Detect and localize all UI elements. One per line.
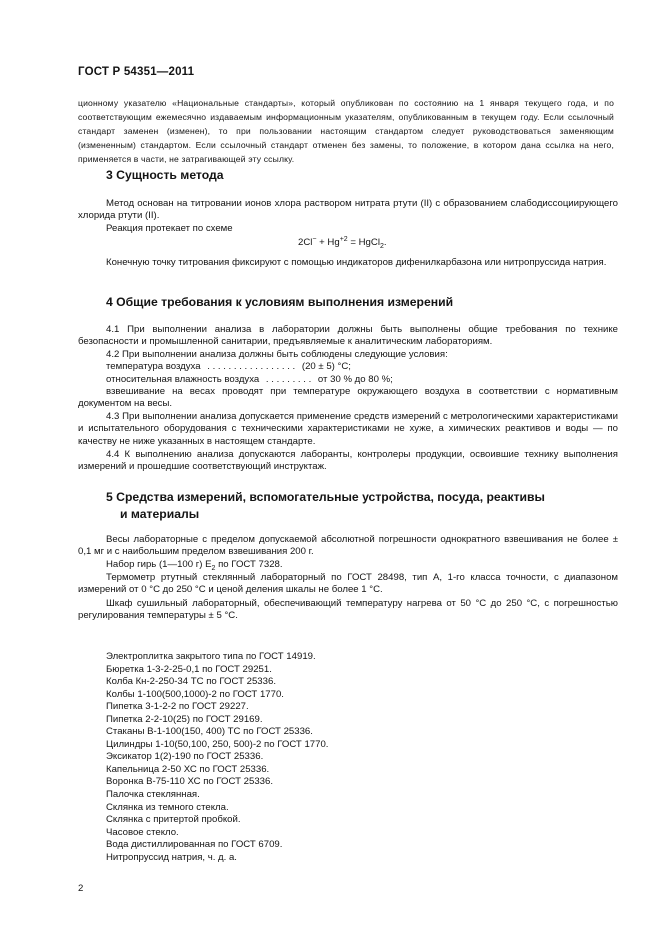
section-5-p1: Весы лабораторные с пределом допускаемой абсолютной погрешности однократного взвешивания не более ± 0,1 мг и с наибольшим пределом взвешивания 200 г. — [78, 534, 618, 558]
list-item: Склянка из темного стекла. — [106, 801, 229, 813]
weights-standard: по ГОСТ 7328. — [215, 559, 283, 570]
section-5-p4: Шкаф сушильный лабораторный, обеспечивающий температуру нагрева от 50 °С до 250 °С, с погрешностью регулирования температуры ± 5 °С. — [78, 598, 618, 622]
weights-text: Набор гирь (1—100 г) Е — [106, 559, 212, 570]
intro-paragraph — [78, 96, 614, 166]
list-item: Бюретка 1-3-2-25-0,1 по ГОСТ 29251. — [106, 663, 272, 675]
section-5-p2 — [106, 559, 283, 571]
condition-temperature-label: температура воздуха — [106, 361, 201, 372]
equipment-list — [106, 651, 328, 864]
formula-plus: + Hg — [316, 237, 340, 248]
section-4-p44: 4.4 К выполнению анализа допускаются лаборанты, контролеры продукции, освоившие технику выполнения измерений и прошедшие соответствующий инструктаж. — [78, 449, 618, 473]
condition-temperature — [106, 361, 351, 373]
section-4-p42: 4.2 При выполнении анализа должны быть соблюдены следующие условия: — [106, 349, 448, 360]
formula-a: 2Cl — [298, 237, 313, 248]
condition-humidity-label: относительная влажность воздуха — [106, 374, 260, 385]
section-5-p3: Термометр ртутный стеклянный лабораторный по ГОСТ 28498, тип А, 1-го класса точности, с диапазоном измерений от 0 °С до 250 °С и ценой деления шкалы не более 1 °С. — [78, 572, 618, 596]
list-item: Воронка В-75-110 ХС по ГОСТ 25336. — [106, 776, 273, 788]
section-4-p43: 4.3 При выполнении анализа допускается применение средств измерений с метрологическими характеристиками и испытательного оборудования с техническими характеристиками не хуже, а химических реактивов и воды — по качеству не ниже указанных в настоящем стандарте. — [78, 411, 618, 447]
section-5-title-line1: 5 Средства измерений, вспомогательные устройства, посуда, реактивы — [106, 490, 545, 504]
list-item: Стаканы В-1-100(150, 400) ТС по ГОСТ 25336. — [106, 726, 313, 738]
condition-humidity-value: от 30 % до 80 %; — [317, 374, 393, 385]
list-item: Вода дистиллированная по ГОСТ 6709. — [106, 839, 283, 851]
list-item: Палочка стеклянная. — [106, 789, 200, 801]
formula-eq: = HgCl — [347, 237, 380, 248]
list-item: Капельница 2-50 ХС по ГОСТ 25336. — [106, 763, 270, 775]
weights-class-sub: 2 — [211, 564, 216, 572]
section-4-title: 4 Общие требования к условиям выполнения измерений — [106, 295, 454, 309]
list-item: Цилиндры 1-10(50,100, 250, 500)-2 по ГОСТ 1770. — [106, 738, 329, 750]
formula-end: . — [383, 237, 387, 248]
condition-humidity-dots: . . . . . . . . . — [265, 374, 312, 385]
list-item: Часовое стекло. — [106, 826, 179, 838]
list-item: Эксикатор 1(2)-190 по ГОСТ 25336. — [106, 751, 264, 763]
section-5-title — [106, 489, 626, 523]
reaction-formula — [298, 237, 387, 248]
list-item: Электроплитка закрытого типа по ГОСТ 14919. — [106, 651, 316, 662]
section-3-p2: Реакция протекает по схеме — [106, 223, 233, 234]
section-3-p3: Конечную точку титрования фиксируют с помощью индикаторов дифенилкарбазона или нитропруссида натрия. — [106, 257, 607, 268]
intro-text: ционному указателю «Национальные стандарты», который опубликован по состоянию на 1 января текущего года, и по соответствующим ежемесячно издаваемым информационным указателям, опубликованным в текущем году. Если ссылочный стандарт заменен (изменен), то при пользовании настоящим стандартом следует руководствоваться заменяющим (измененным) стандартом. Если ссылочный стандарт отменен без замены, то положение, в котором дана ссылка на него, применяется в части, не затрагивающей эту ссылку. — [78, 98, 614, 164]
section-5-title-line2: и материалы — [120, 507, 200, 521]
condition-temperature-dots: . . . . . . . . . . . . . . . . . — [207, 361, 296, 372]
condition-humidity — [106, 374, 393, 386]
list-item: Колба Кн-2-250-34 ТС по ГОСТ 25336. — [106, 676, 276, 688]
section-3-p1: Метод основан на титровании ионов хлора раствором нитрата ртути (II) с образованием слабодиссоциирующего хлорида ртути (II). — [78, 198, 618, 222]
list-item: Нитропруссид натрия, ч. д. а. — [106, 851, 237, 863]
list-item: Колбы 1-100(500,1000)-2 по ГОСТ 1770. — [106, 688, 284, 700]
section-4-p42b: взвешивание на весах проводят при температуре окружающего воздуха в соответствии с нормативным документом на весы. — [78, 386, 618, 410]
document-header: ГОСТ Р 54351—2011 — [78, 66, 195, 78]
section-3-title: 3 Сущность метода — [106, 168, 224, 182]
condition-temperature-value: (20 ± 5) °С; — [301, 361, 351, 372]
section-4-p41: 4.1 При выполнении анализа в лаборатории должны быть выполнены общие требования по технике безопасности и промышленной санитарии, предъявляемые к аналитическим лабораториям. — [78, 324, 618, 348]
list-item: Пипетка 3-1-2-2 по ГОСТ 29227. — [106, 701, 249, 713]
list-item: Пипетка 2-2-10(25) по ГОСТ 29169. — [106, 713, 263, 725]
page-number: 2 — [78, 883, 84, 894]
formula-a-sup: − — [312, 235, 317, 243]
list-item: Склянка с притертой пробкой. — [106, 814, 241, 826]
formula-c-sub: 2 — [379, 242, 384, 250]
formula-b-sup: +2 — [339, 235, 348, 243]
